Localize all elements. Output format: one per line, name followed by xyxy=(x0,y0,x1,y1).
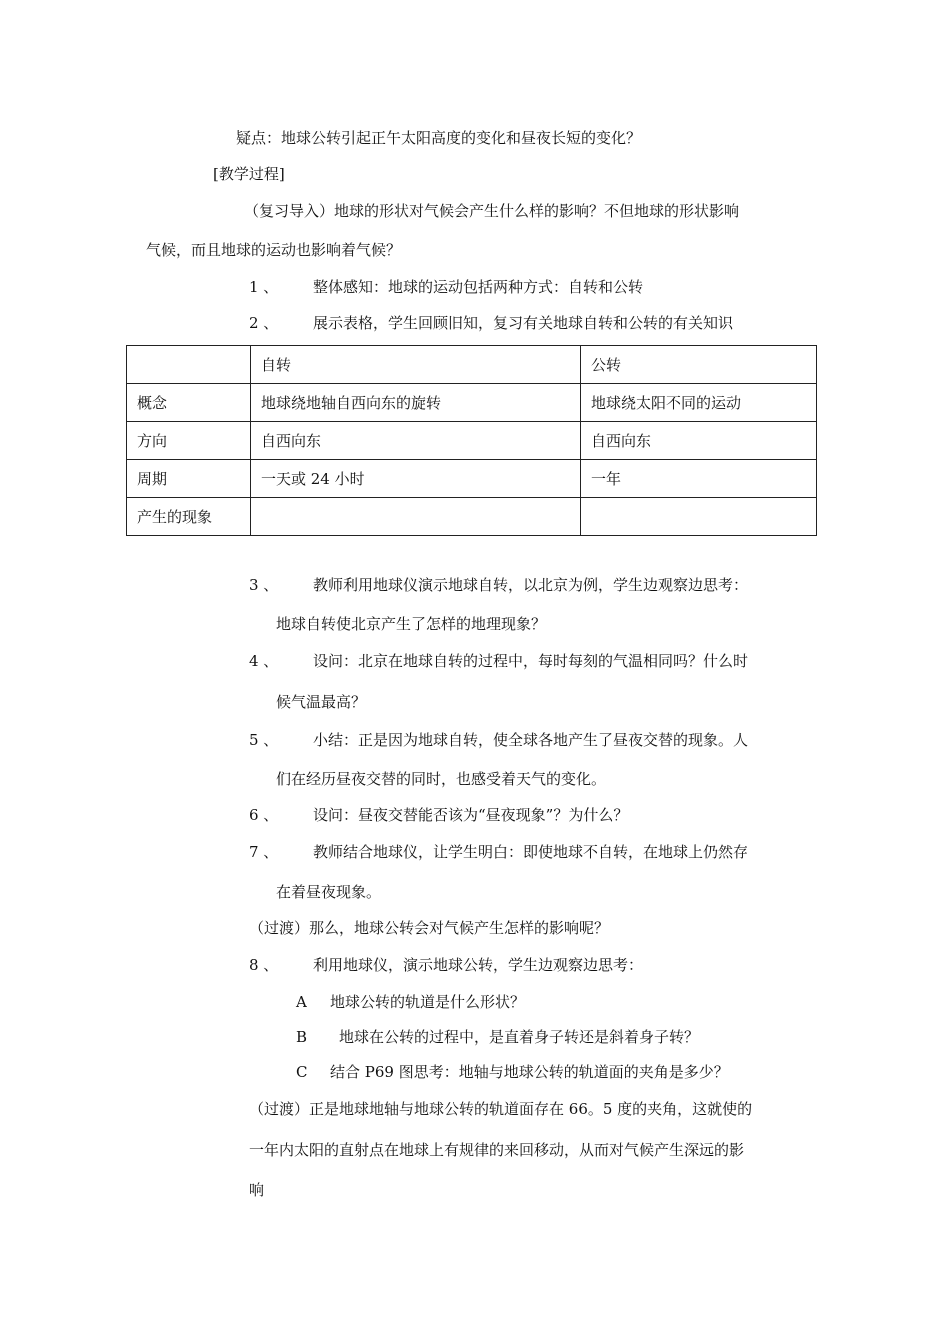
row-label: 方向 xyxy=(127,422,251,460)
row-label: 概念 xyxy=(127,384,251,422)
step-4-continued: 候气温最高？ xyxy=(276,693,367,711)
intro-line-2: 气候，而且地球的运动也影响着气候？ xyxy=(146,241,402,259)
table-cell xyxy=(581,498,817,536)
doubt-point: 疑点：地球公转引起正午太阳高度的变化和昼夜长短的变化？ xyxy=(236,129,642,147)
step-number: 2 、 xyxy=(249,314,279,332)
step-text: 教师利用地球仪演示地球自转，以北京为例，学生边观察边思考： xyxy=(313,576,749,594)
step-text: 展示表格，学生回顾旧知，复习有关地球自转和公转的有关知识 xyxy=(313,314,734,332)
step-number: 5 、 xyxy=(249,731,279,749)
row-label: 周期 xyxy=(127,460,251,498)
step-text: 教师结合地球仪，让学生明白：即使地球不自转，在地球上仍然存 xyxy=(313,843,749,861)
table-row xyxy=(127,498,817,536)
intro-line-1: （复习导入）地球的形状对气候会产生什么样的影响？不但地球的形状影响 xyxy=(244,202,740,220)
table-cell: 一天或 24 小时 xyxy=(251,460,581,498)
sub-question-letter: A xyxy=(296,993,307,1011)
table-cell xyxy=(127,346,251,384)
step-number: 8 、 xyxy=(249,956,279,974)
sub-question-letter: C xyxy=(296,1063,308,1081)
sub-question-letter: B xyxy=(296,1028,308,1046)
step-5-continued: 们在经历昼夜交替的同时，也感受着天气的变化。 xyxy=(276,770,607,788)
step-number: 4 、 xyxy=(249,652,279,670)
step-text: 小结：正是因为地球自转，使全球各地产生了昼夜交替的现象。人 xyxy=(313,731,749,749)
table-header: 公转 xyxy=(581,346,817,384)
table-header: 自转 xyxy=(251,346,581,384)
step-text: 设问：北京在地球自转的过程中，每时每刻的气温相同吗？什么时 xyxy=(313,652,749,670)
step-text: 设问：昼夜交替能否该为“昼夜现象”？为什么？ xyxy=(313,806,629,824)
step-number: 6 、 xyxy=(249,806,279,824)
step-number: 7 、 xyxy=(249,843,279,861)
row-label: 产生的现象 xyxy=(127,498,251,536)
transition-2-line-1: （过渡）正是地球地轴与地球公转的轨道面存在 66。5 度的夹角，这就使的 xyxy=(249,1100,753,1118)
table-cell: 自西向东 xyxy=(581,422,817,460)
step-3-continued: 地球自转使北京产生了怎样的地理现象？ xyxy=(276,615,547,633)
transition-2-line-3: 响 xyxy=(249,1181,265,1199)
table-cell: 一年 xyxy=(581,460,817,498)
table-header-row xyxy=(127,346,817,384)
sub-question-text: 地球公转的轨道是什么形状？ xyxy=(330,993,526,1011)
table-row xyxy=(127,384,817,422)
step-number: 1 、 xyxy=(249,278,279,296)
sub-question-text: 地球在公转的过程中，是直着身子转还是斜着身子转？ xyxy=(339,1028,700,1046)
table-row xyxy=(127,422,817,460)
table-cell xyxy=(251,498,581,536)
sub-question-text: 结合 P69 图思考：地轴与地球公转的轨道面的夹角是多少？ xyxy=(330,1063,729,1081)
table-row xyxy=(127,460,817,498)
teaching-process-heading: [教学过程] xyxy=(213,165,285,183)
table-cell: 地球绕太阳不同的运动 xyxy=(581,384,817,422)
step-number: 3 、 xyxy=(249,576,279,594)
step-text: 利用地球仪，演示地球公转，学生边观察边思考： xyxy=(313,956,644,974)
step-7-continued: 在着昼夜现象。 xyxy=(276,883,382,901)
rotation-revolution-table xyxy=(126,345,817,536)
step-text: 整体感知：地球的运动包括两种方式：自转和公转 xyxy=(313,278,644,296)
transition-1: （过渡）那么，地球公转会对气候产生怎样的影响呢？ xyxy=(249,919,610,937)
transition-2-line-2: 一年内太阳的直射点在地球上有规律的来回移动，从而对气候产生深远的影 xyxy=(249,1141,745,1159)
table-cell: 自西向东 xyxy=(251,422,581,460)
table-cell: 地球绕地轴自西向东的旋转 xyxy=(251,384,581,422)
